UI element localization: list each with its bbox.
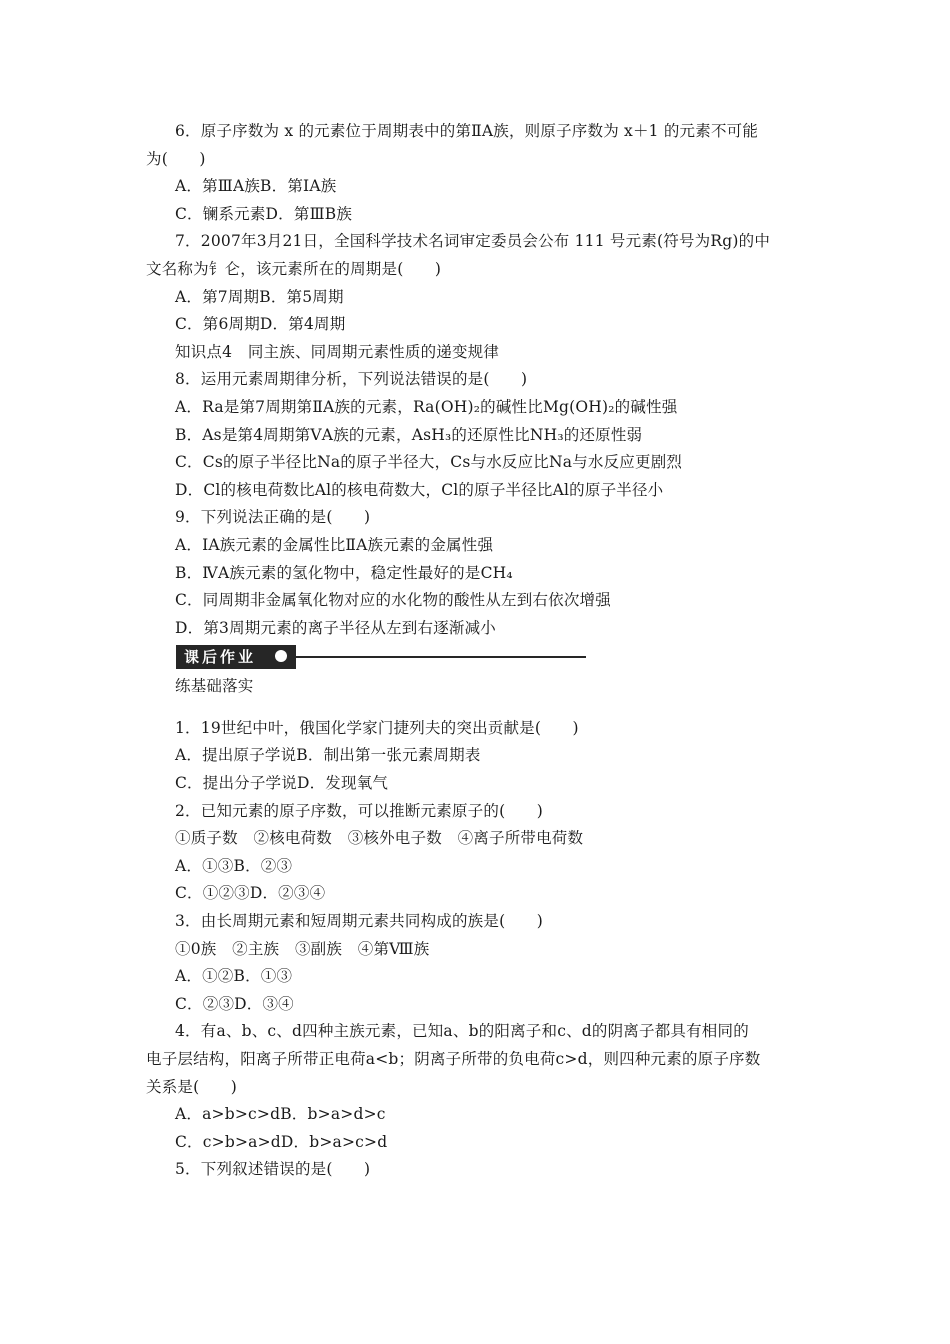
hw4-stem-line1: 4．有a、b、c、d四种主族元素，已知a、b的阳离子和c、d的阴离子都具有相同的 <box>175 1022 749 1041</box>
q9-option-a: A．ⅠA族元素的金属性比ⅡA族元素的金属性强 <box>175 535 494 554</box>
hw3-stem: 3．由长周期元素和短周期元素共同构成的族是( ) <box>175 912 543 931</box>
hw4-stem-line2: 电子层结构，阳离子所带正电荷a<b；阴离子所带的负电荷c>d，则四种元素的原子序数 <box>146 1050 761 1068</box>
q7-options-cd: C．第6周期D．第4周期 <box>175 315 346 334</box>
section-divider <box>296 656 586 658</box>
q9-option-b: B．ⅣA族元素的氢化物中，稳定性最好的是CH₄ <box>175 563 513 582</box>
q7-options-ab: A．第7周期B．第5周期 <box>175 287 344 306</box>
spacer <box>146 701 810 715</box>
hw5-stem: 5．下列叙述错误的是( ) <box>175 1160 371 1179</box>
hw4-stem-line3: 关系是( ) <box>146 1077 237 1096</box>
q8-option-b: B．As是第4周期第ⅤA族的元素，AsH₃的还原性比NH₃的还原性弱 <box>175 425 643 444</box>
hw4-options-cd: C．c>b>a>dD．b>a>c>d <box>175 1132 388 1151</box>
hw4-options-ab: A．a>b>c>dB．b>a>d>c <box>175 1105 386 1124</box>
knowledge-point-heading: 知识点4 同主族、同周期元素性质的递变规律 <box>175 342 500 361</box>
q8-option-c: C．Cs的原子半径比Na的原子半径大，Cs与水反应比Na与水反应更剧烈 <box>175 453 683 472</box>
q9-option-c: C．同周期非金属氧化物对应的水化物的酸性从左到右依次增强 <box>175 591 611 610</box>
hw1-stem: 1．19世纪中叶，俄国化学家门捷列夫的突出贡献是( ) <box>175 718 579 737</box>
q6-stem-line2: 为( ) <box>146 149 206 168</box>
document-page <box>146 118 810 1184</box>
section-subtitle: 练基础落实 <box>175 677 254 696</box>
q8-option-d: D．Cl的核电荷数比Al的核电荷数大，Cl的原子半径比Al的原子半径小 <box>175 480 664 499</box>
hw3-options-cd: C．②③D．③④ <box>175 994 294 1013</box>
section-label: 课后作业 <box>176 645 296 669</box>
q6-stem-line1: 6．原子序数为 x 的元素位于周期表中的第ⅡA族，则原子序数为 x＋1 的元素不可能 <box>175 122 759 140</box>
q9-stem: 9．下列说法正确的是( ) <box>175 508 371 527</box>
hw2-stem: 2．已知元素的原子序数，可以推断元素原子的( ) <box>175 801 543 820</box>
hw2-options-ab: A．①③B．②③ <box>175 856 293 875</box>
hw3-options-ab: A．①②B．①③ <box>175 967 293 986</box>
hw1-options-cd: C．提出分子学说D．发现氧气 <box>175 774 389 793</box>
q7-stem-line1: 7．2007年3月21日，全国科学技术名词审定委员会公布 111 号元素(符号为Rg)的中 <box>175 232 771 251</box>
q9-option-d: D．第3周期元素的离子半径从左到右逐渐减小 <box>175 618 496 637</box>
hw1-options-ab: A．提出原子学说B．制出第一张元素周期表 <box>175 746 481 765</box>
hw2-options-cd: C．①②③D．②③④ <box>175 884 326 903</box>
hw2-items: ①质子数 ②核电荷数 ③核外电子数 ④离子所带电荷数 <box>175 829 584 848</box>
section-header-bar <box>176 644 810 671</box>
q6-options-cd: C．镧系元素D．第ⅢB族 <box>175 204 353 223</box>
q8-option-a: A．Ra是第7周期第ⅡA族的元素，Ra(OH)₂的碱性比Mg(OH)₂的碱性强 <box>175 397 678 416</box>
hw3-items: ①0族 ②主族 ③副族 ④第Ⅷ族 <box>175 939 430 958</box>
q8-stem: 8．运用元素周期律分析，下列说法错误的是( ) <box>175 370 528 389</box>
q7-stem-line2: 文名称为钅仑，该元素所在的周期是( ) <box>146 259 442 278</box>
q6-options-ab: A．第ⅢA族B．第ⅠA族 <box>175 177 337 196</box>
